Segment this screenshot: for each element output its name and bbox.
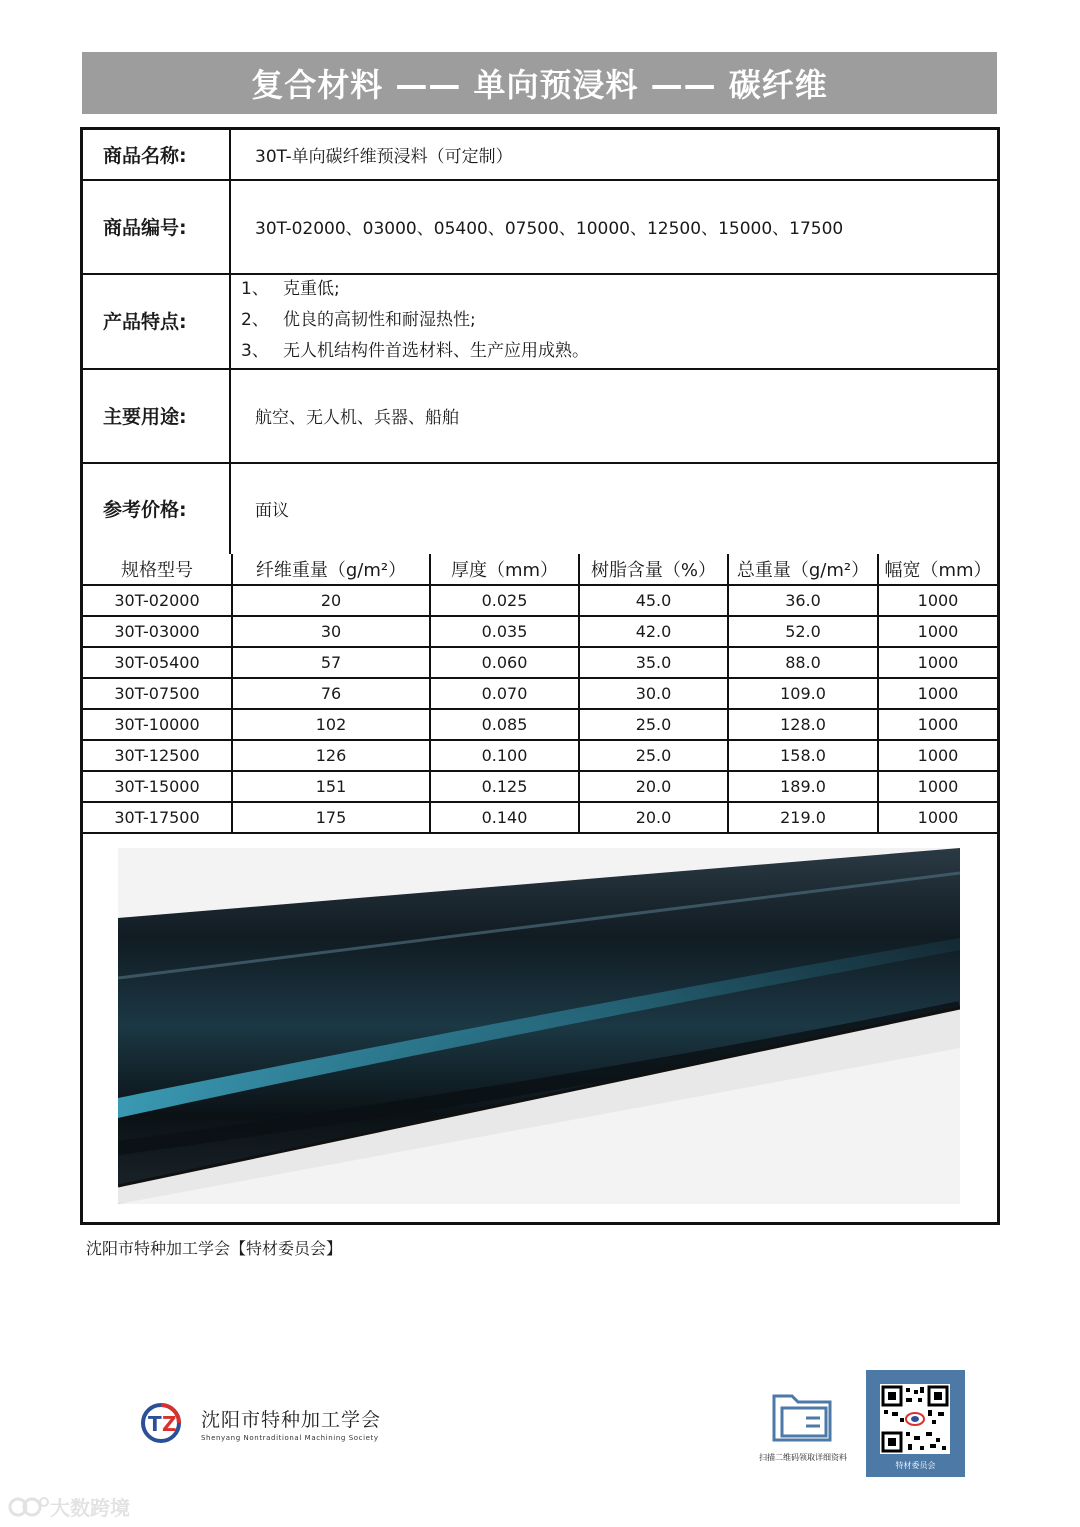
table-cell: 1000 [878, 647, 997, 678]
table-cell: 42.0 [579, 616, 728, 647]
table-cell: 0.035 [430, 616, 579, 647]
name-value: 30T-单向碳纤维预浸料（可定制） [255, 147, 513, 167]
features-label: 产品特点: [83, 273, 231, 368]
features-list [231, 273, 997, 368]
table-cell: 189.0 [728, 771, 878, 802]
feature-text: 克重低; [283, 279, 340, 299]
table-cell: 126 [232, 740, 430, 771]
table-row [83, 585, 997, 616]
table-cell: 76 [232, 678, 430, 709]
table-cell: 20 [232, 585, 430, 616]
table-cell: 25.0 [579, 740, 728, 771]
table-cell: 0.070 [430, 678, 579, 709]
table-row [83, 647, 997, 678]
feature-text: 优良的高韧性和耐湿热性; [283, 310, 476, 330]
table-row [83, 616, 997, 647]
table-cell: 30T-15000 [83, 771, 232, 802]
table-cell: 20.0 [579, 771, 728, 802]
table-cell: 45.0 [579, 585, 728, 616]
table-cell: 30T-05400 [83, 647, 232, 678]
feature-number: 3、 [241, 341, 269, 361]
carbon-fiber-roll-photo [118, 848, 960, 1204]
code-value: 30T-02000、03000、05400、07500、10000、12500、15000、17500 [255, 218, 844, 239]
table-row [83, 802, 997, 833]
table-cell: 1000 [878, 678, 997, 709]
table-cell: 0.100 [430, 740, 579, 771]
feature-item [241, 309, 476, 332]
watermark-logo-icon [8, 1494, 50, 1520]
table-cell: 20.0 [579, 802, 728, 833]
organization-note: 沈阳市特种加工学会【特材委员会】 [86, 1239, 343, 1258]
feature-number: 1、 [241, 279, 269, 299]
scan-prompt [748, 1388, 858, 1463]
table-cell: 158.0 [728, 740, 878, 771]
table-cell: 109.0 [728, 678, 878, 709]
info-row-name [83, 130, 997, 181]
table-cell: 57 [232, 647, 430, 678]
table-cell: 0.140 [430, 802, 579, 833]
table-cell: 0.025 [430, 585, 579, 616]
usage-value: 航空、无人机、兵器、船舶 [255, 407, 459, 428]
spec-table [83, 554, 997, 834]
table-cell: 35.0 [579, 647, 728, 678]
table-cell: 0.085 [430, 709, 579, 740]
spec-sheet [80, 127, 1000, 1225]
table-row [83, 771, 997, 802]
qr-code-icon [880, 1384, 950, 1454]
table-cell: 1000 [878, 740, 997, 771]
scan-text: 扫描二维码领取详细资料 [759, 1453, 847, 1462]
table-cell: 128.0 [728, 709, 878, 740]
table-cell: 1000 [878, 709, 997, 740]
table-cell: 88.0 [728, 647, 878, 678]
table-cell: 30.0 [579, 678, 728, 709]
table-cell: 30 [232, 616, 430, 647]
logo-chinese-name: 沈阳市特种加工学会 [201, 1408, 382, 1431]
feature-number: 2、 [241, 310, 269, 330]
info-row-price [83, 462, 997, 554]
feature-text: 无人机结构件首选材料、生产应用成熟。 [283, 341, 589, 361]
table-cell: 1000 [878, 771, 997, 802]
title-banner [82, 52, 997, 114]
table-header: 纤维重量（g/m²） [232, 554, 430, 585]
price-value: 面议 [255, 500, 289, 521]
table-header: 规格型号 [83, 554, 232, 585]
usage-label: 主要用途: [83, 368, 231, 462]
table-cell: 1000 [878, 585, 997, 616]
table-cell: 30T-12500 [83, 740, 232, 771]
qr-code-panel [866, 1370, 965, 1477]
table-cell: 1000 [878, 802, 997, 833]
table-row [83, 709, 997, 740]
qr-label: 特材委员会 [895, 1461, 936, 1470]
table-row [83, 740, 997, 771]
table-cell: 30T-03000 [83, 616, 232, 647]
table-cell: 219.0 [728, 802, 878, 833]
table-cell: 102 [232, 709, 430, 740]
table-cell: 30T-10000 [83, 709, 232, 740]
logo-english-name: Shenyang Nontraditional Machining Society [201, 1433, 379, 1442]
watermark [8, 1492, 130, 1521]
table-header: 树脂含量（%） [579, 554, 728, 585]
name-label: 商品名称: [83, 130, 231, 179]
table-cell: 36.0 [728, 585, 878, 616]
table-cell: 1000 [878, 616, 997, 647]
price-label: 参考价格: [83, 462, 231, 554]
svg-text:Z: Z [162, 1412, 177, 1436]
table-cell: 0.060 [430, 647, 579, 678]
info-row-usage [83, 368, 997, 464]
table-cell: 30T-07500 [83, 678, 232, 709]
folder-icon [768, 1388, 838, 1446]
table-cell: 30T-02000 [83, 585, 232, 616]
society-logo [131, 1401, 381, 1445]
table-cell: 30T-17500 [83, 802, 232, 833]
table-cell: 175 [232, 802, 430, 833]
table-cell: 52.0 [728, 616, 878, 647]
page-title: 复合材料 —— 单向预浸料 —— 碳纤维 [251, 66, 828, 104]
svg-text:T: T [148, 1412, 162, 1436]
table-header-row [83, 554, 997, 585]
table-cell: 25.0 [579, 709, 728, 740]
code-label: 商品编号: [83, 179, 231, 273]
table-header: 总重量（g/m²） [728, 554, 878, 585]
table-cell: 0.125 [430, 771, 579, 802]
table-header: 幅宽（mm） [878, 554, 997, 585]
feature-item [241, 340, 589, 363]
info-row-features [83, 273, 997, 370]
info-row-code [83, 179, 997, 275]
table-row [83, 678, 997, 709]
logo-mark-icon [131, 1401, 193, 1445]
feature-item [241, 278, 340, 301]
table-header: 厚度（mm） [430, 554, 579, 585]
watermark-text: 大数跨境 [50, 1496, 130, 1520]
table-cell: 151 [232, 771, 430, 802]
